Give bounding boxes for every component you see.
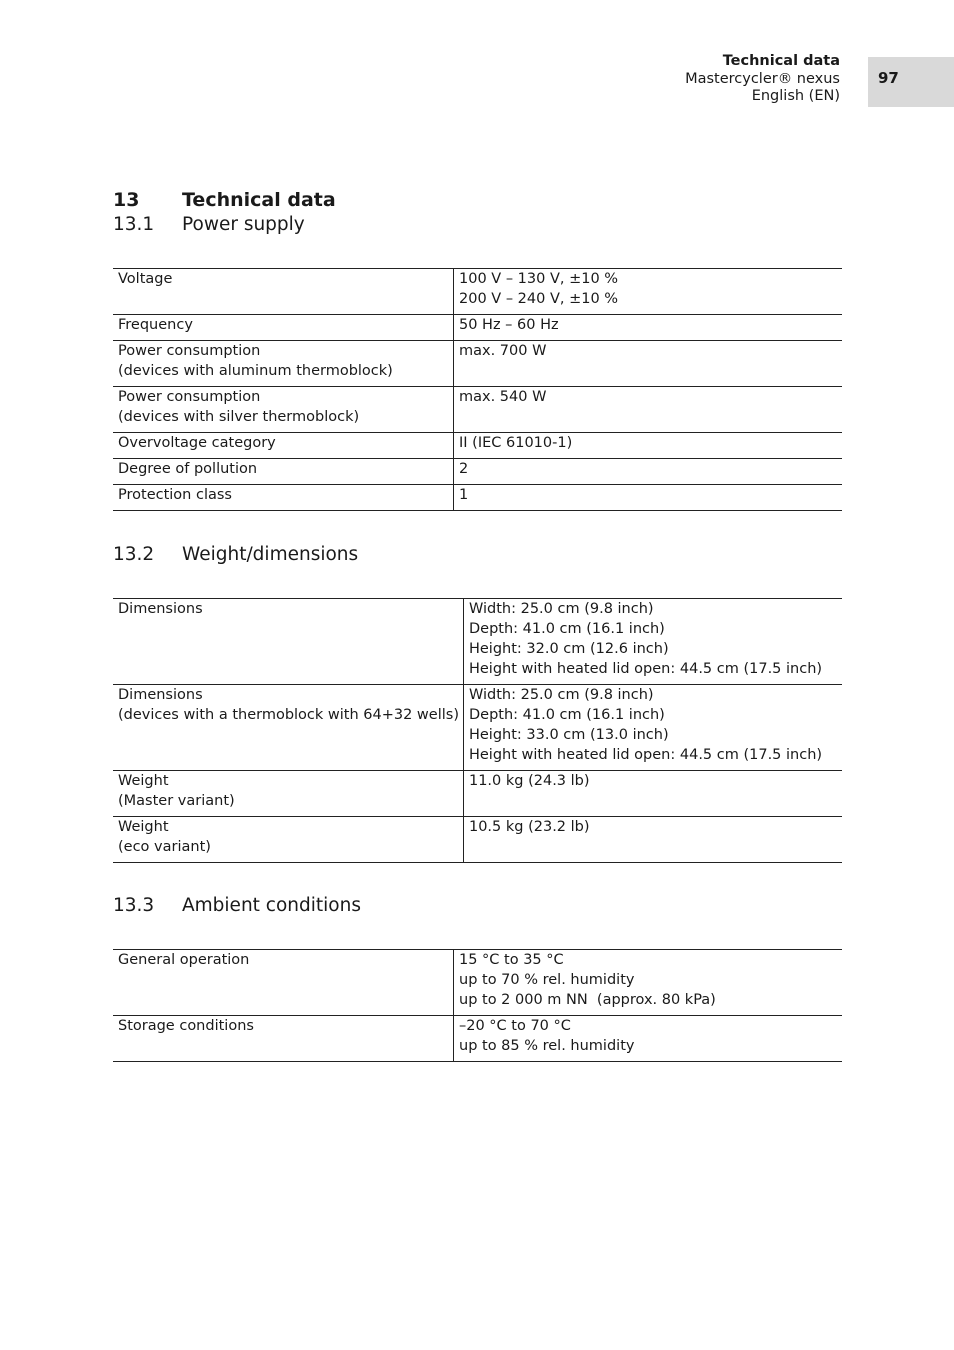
spec-label-line: Frequency [118,317,193,333]
spec-value-cell [454,459,843,485]
spec-label-line: (devices with silver thermoblock) [118,409,360,425]
table-row [113,685,842,771]
spec-value-cell [454,485,843,511]
spec-label-cell [113,315,454,341]
chapter-title: Technical data [182,189,336,211]
table-row [113,459,842,485]
spec-label-cell [113,269,454,315]
running-header [685,53,840,106]
page-number-tab [868,57,954,107]
spec-value-line: 50 Hz – 60 Hz [459,317,559,333]
spec-value-cell [454,315,843,341]
spec-label-line: (devices with a thermoblock with 64+32 wells) [118,707,459,723]
page-number: 97 [878,69,899,87]
spec-value-line: –20 °C to 70 °C [459,1018,571,1034]
spec-value-line: Depth: 41.0 cm (16.1 inch) [468,621,665,637]
spec-value-line: up to 70 % rel. humidity [459,972,635,988]
spec-value-cell [463,817,842,863]
header-chapter: Technical data [722,53,840,69]
spec-label-cell [113,459,454,485]
spec-label-line: Protection class [118,487,232,503]
section-number: 13.1 [113,214,155,235]
spec-label-cell [113,1016,454,1062]
spec-label-line: Weight [118,773,169,789]
spec-value-cell [454,387,843,433]
section-title: Power supply [182,214,305,235]
spec-value-cell [454,269,843,315]
table-row [113,599,842,685]
spec-label-line: (eco variant) [118,839,211,855]
spec-value-line: max. 700 W [459,343,547,359]
spec-label-cell [113,433,454,459]
spec-label-cell [113,817,463,863]
spec-value-line: 2 [459,461,469,477]
spec-value-cell [454,341,843,387]
spec-label-line: Dimensions [118,687,203,703]
table-row [113,771,842,817]
table-row [113,1016,842,1062]
chapter-number: 13 [113,189,140,211]
spec-value-line: 10.5 kg (23.2 lb) [468,819,590,835]
spec-value-line: 15 °C to 35 °C [459,952,564,968]
spec-label-cell [113,950,454,1016]
spec-label-cell [113,485,454,511]
spec-label-cell [113,771,463,817]
spec-value-line: 11.0 kg (24.3 lb) [468,773,590,789]
chapter-heading [113,189,336,211]
spec-label-line: (devices with aluminum thermoblock) [118,363,393,379]
section-heading-power-supply [113,214,305,235]
table-row [113,950,842,1016]
spec-value-cell [454,1016,843,1062]
spec-label-line: Overvoltage category [118,435,276,451]
spec-value-line: II (IEC 61010-1) [459,435,573,451]
spec-value-line: Depth: 41.0 cm (16.1 inch) [468,707,665,723]
spec-label-cell [113,685,463,771]
spec-value-cell [454,950,843,1016]
spec-value-line: Height: 33.0 cm (13.0 inch) [468,727,669,743]
spec-label-line: Dimensions [118,601,203,617]
table-row [113,315,842,341]
spec-value-line: Width: 25.0 cm (9.8 inch) [468,601,654,617]
spec-value-cell [463,685,842,771]
section-title: Weight/dimensions [182,544,359,565]
spec-label-line: Degree of pollution [118,461,258,477]
ambient-conditions-table [113,949,842,1062]
table-row [113,387,842,433]
header-language: English (EN) [751,88,840,104]
weight-dimensions-table [113,598,842,863]
spec-label-line: Storage conditions [118,1018,254,1034]
table-row [113,433,842,459]
header-product: Mastercycler® nexus [685,70,840,87]
spec-value-line: Height: 32.0 cm (12.6 inch) [468,641,669,657]
spec-value-line: 1 [459,487,469,503]
spec-label-cell [113,341,454,387]
section-title: Ambient conditions [182,895,361,916]
table-row [113,817,842,863]
spec-label-line: (Master variant) [118,793,235,809]
table-row [113,485,842,511]
spec-label-line: General operation [118,952,250,968]
spec-value-line: Width: 25.0 cm (9.8 inch) [468,687,654,703]
spec-value-cell [463,771,842,817]
spec-label-line: Voltage [118,271,173,287]
spec-label-line: Power consumption [118,343,261,359]
power-supply-table [113,268,842,511]
spec-value-line: Height with heated lid open: 44.5 cm (17.5 inch) [468,747,823,763]
section-number: 13.3 [113,895,155,916]
spec-label-line: Power consumption [118,389,261,405]
spec-value-cell [463,599,842,685]
spec-value-line: Height with heated lid open: 44.5 cm (17.5 inch) [468,661,823,677]
spec-label-cell [113,599,463,685]
table-row [113,341,842,387]
spec-value-cell [454,433,843,459]
section-heading-weight-dimensions [113,544,358,565]
section-heading-ambient-conditions [113,895,361,916]
spec-label-line: Weight [118,819,169,835]
spec-value-line: up to 85 % rel. humidity [459,1038,635,1054]
spec-value-line: up to 2 000 m NN (approx. 80 kPa) [459,992,716,1008]
table-row [113,269,842,315]
spec-value-line: max. 540 W [459,389,547,405]
spec-label-cell [113,387,454,433]
spec-value-line: 100 V – 130 V, ±10 % [459,271,619,287]
section-number: 13.2 [113,544,155,565]
spec-value-line: 200 V – 240 V, ±10 % [459,291,619,307]
